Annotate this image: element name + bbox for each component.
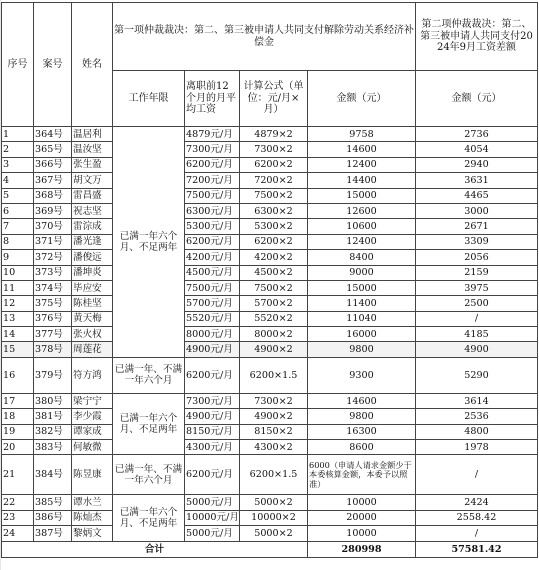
row-formula: 5300×2 xyxy=(240,219,308,234)
row-case-number: 384号 xyxy=(34,455,72,495)
row-case-number: 373号 xyxy=(34,265,72,280)
row-formula: 6200×1.5 xyxy=(240,357,308,393)
row-index: 5 xyxy=(2,188,34,203)
row-avg-wage: 5000元/月 xyxy=(185,526,240,541)
header-case-number: 案号 xyxy=(34,3,72,127)
row-name: 张生盈 xyxy=(72,157,113,172)
row-case-number: 375号 xyxy=(34,296,72,311)
header-index: 序号 xyxy=(2,3,34,127)
header-avg-wage: 离职前12个月的月平均工资 xyxy=(185,71,240,127)
row-formula: 5700×2 xyxy=(240,296,308,311)
row-case-number: 372号 xyxy=(34,250,72,265)
table-row xyxy=(2,393,538,408)
row-name: 陈灿杰 xyxy=(72,510,113,525)
row-wage-diff: 2558.42 xyxy=(416,510,538,525)
row-amount: 15000 xyxy=(308,280,416,295)
row-wage-diff: 4054 xyxy=(416,142,538,157)
row-avg-wage: 5000元/月 xyxy=(185,495,240,510)
row-name: 雷淙成 xyxy=(72,219,113,234)
row-amount: 10000 xyxy=(308,495,416,510)
row-name: 胡文万 xyxy=(72,173,113,188)
row-index: 8 xyxy=(2,234,34,249)
table-row xyxy=(2,250,538,265)
row-amount: 9800 xyxy=(308,342,416,357)
row-avg-wage: 6200元/月 xyxy=(185,455,240,495)
row-name: 祝志坚 xyxy=(72,203,113,218)
row-work-years: 已满一年六个月、不足两年 xyxy=(113,495,185,541)
row-case-number: 369号 xyxy=(34,203,72,218)
row-index: 23 xyxy=(2,510,34,525)
table-row xyxy=(2,510,538,525)
row-index: 9 xyxy=(2,250,34,265)
row-amount: 14600 xyxy=(308,393,416,408)
table-row xyxy=(2,157,538,172)
header-formula: 计算公式（单位：元/月×月） xyxy=(240,71,308,127)
row-index: 21 xyxy=(2,455,34,495)
row-avg-wage: 6200元/月 xyxy=(185,234,240,249)
row-formula: 6200×2 xyxy=(240,234,308,249)
row-name: 谭水兰 xyxy=(72,495,113,510)
row-amount: 9300 xyxy=(308,357,416,393)
row-amount: 15000 xyxy=(308,188,416,203)
row-avg-wage: 6200元/月 xyxy=(185,357,240,393)
compensation-table xyxy=(1,2,538,558)
total-label: 合计 xyxy=(2,541,308,557)
row-case-number: 376号 xyxy=(34,311,72,326)
row-name: 周莲花 xyxy=(72,342,113,357)
row-case-number: 385号 xyxy=(34,495,72,510)
row-amount: 10000 xyxy=(308,526,416,541)
header-group1-title: 第一项仲裁裁决：第二、第三被申请人共同支付解除劳动关系经济补偿金 xyxy=(113,3,416,71)
row-case-number: 365号 xyxy=(34,142,72,157)
row-formula: 4300×2 xyxy=(240,440,308,455)
table-row xyxy=(2,188,538,203)
row-index: 1 xyxy=(2,127,34,142)
table-row xyxy=(2,219,538,234)
row-name: 雷昌盛 xyxy=(72,188,113,203)
row-wage-diff: 4900 xyxy=(416,342,538,357)
row-wage-diff: 3975 xyxy=(416,280,538,295)
row-formula: 5000×2 xyxy=(240,495,308,510)
row-formula: 7500×2 xyxy=(240,280,308,295)
row-amount: 8600 xyxy=(308,440,416,455)
row-name: 梁宁宁 xyxy=(72,393,113,408)
table-row xyxy=(2,342,538,357)
row-avg-wage: 6300元/月 xyxy=(185,203,240,218)
row-amount: 16000 xyxy=(308,327,416,342)
row-index: 3 xyxy=(2,157,34,172)
row-wage-diff: 2159 xyxy=(416,265,538,280)
row-name: 张火权 xyxy=(72,327,113,342)
row-index: 6 xyxy=(2,203,34,218)
table-row xyxy=(2,327,538,342)
row-amount: 8400 xyxy=(308,250,416,265)
table-row xyxy=(2,280,538,295)
row-avg-wage: 8150元/月 xyxy=(185,424,240,439)
table-row xyxy=(2,127,538,142)
header-work-years: 工作年限 xyxy=(113,71,185,127)
row-name: 温居利 xyxy=(72,127,113,142)
table-row xyxy=(2,455,538,495)
row-case-number: 386号 xyxy=(34,510,72,525)
row-avg-wage: 7500元/月 xyxy=(185,188,240,203)
total-row xyxy=(2,541,538,557)
row-wage-diff: 3309 xyxy=(416,234,538,249)
row-amount: 9758 xyxy=(308,127,416,142)
row-index: 12 xyxy=(2,296,34,311)
row-formula: 7300×2 xyxy=(240,393,308,408)
row-index: 18 xyxy=(2,409,34,424)
row-formula: 6200×2 xyxy=(240,157,308,172)
row-avg-wage: 4500元/月 xyxy=(185,265,240,280)
row-case-number: 370号 xyxy=(34,219,72,234)
row-case-number: 378号 xyxy=(34,342,72,357)
table-row xyxy=(2,173,538,188)
row-amount: 12400 xyxy=(308,234,416,249)
table-row xyxy=(2,296,538,311)
row-formula: 4900×2 xyxy=(240,409,308,424)
row-case-number: 368号 xyxy=(34,188,72,203)
row-index: 13 xyxy=(2,311,34,326)
row-formula: 6200×1.5 xyxy=(240,455,308,495)
row-wage-diff: / xyxy=(416,455,538,495)
row-wage-diff: 4800 xyxy=(416,424,538,439)
table-row xyxy=(2,495,538,510)
row-name: 潘俊远 xyxy=(72,250,113,265)
row-case-number: 364号 xyxy=(34,127,72,142)
row-wage-diff: 2056 xyxy=(416,250,538,265)
row-formula: 4900×2 xyxy=(240,342,308,357)
row-index: 2 xyxy=(2,142,34,157)
row-index: 14 xyxy=(2,327,34,342)
row-case-number: 367号 xyxy=(34,173,72,188)
row-index: 15 xyxy=(2,342,34,357)
row-formula: 8000×2 xyxy=(240,327,308,342)
row-amount: 10600 xyxy=(308,219,416,234)
row-avg-wage: 6200元/月 xyxy=(185,157,240,172)
row-formula: 6300×2 xyxy=(240,203,308,218)
row-work-years: 已满一年六个月、不足两年 xyxy=(113,393,185,455)
row-amount: 11040 xyxy=(308,311,416,326)
table-row xyxy=(2,440,538,455)
row-name: 温汝坚 xyxy=(72,142,113,157)
row-amount: 9800 xyxy=(308,409,416,424)
row-amount: 12400 xyxy=(308,157,416,172)
row-name: 何敏微 xyxy=(72,440,113,455)
row-case-number: 379号 xyxy=(34,357,72,393)
row-index: 19 xyxy=(2,424,34,439)
table-row xyxy=(2,357,538,393)
row-wage-diff: 2940 xyxy=(416,157,538,172)
table-row xyxy=(2,424,538,439)
header-row-1 xyxy=(2,3,538,71)
row-name: 李少霞 xyxy=(72,409,113,424)
row-case-number: 366号 xyxy=(34,157,72,172)
row-case-number: 381号 xyxy=(34,409,72,424)
row-case-number: 380号 xyxy=(34,393,72,408)
row-avg-wage: 7200元/月 xyxy=(185,173,240,188)
row-amount: 14400 xyxy=(308,173,416,188)
row-formula: 7300×2 xyxy=(240,142,308,157)
row-case-number: 387号 xyxy=(34,526,72,541)
row-wage-diff: 4465 xyxy=(416,188,538,203)
table-row xyxy=(2,409,538,424)
row-formula: 8150×2 xyxy=(240,424,308,439)
row-avg-wage: 7500元/月 xyxy=(185,280,240,295)
row-name: 黄天梅 xyxy=(72,311,113,326)
header-group2-title: 第二项仲裁裁决：第二、第三被申请人共同支付2024年9月工资差额 xyxy=(416,3,538,71)
row-wage-diff: 4185 xyxy=(416,327,538,342)
row-name: 潘光逢 xyxy=(72,234,113,249)
row-name: 谭家成 xyxy=(72,424,113,439)
header-amount: 金额（元） xyxy=(308,71,416,127)
row-index: 22 xyxy=(2,495,34,510)
row-amount: 9000 xyxy=(308,265,416,280)
row-formula: 4500×2 xyxy=(240,265,308,280)
row-amount: 6000（申请人请求金额少于本委核算金额，本委予以照准） xyxy=(308,455,416,495)
row-case-number: 383号 xyxy=(34,440,72,455)
row-case-number: 371号 xyxy=(34,234,72,249)
row-formula: 4200×2 xyxy=(240,250,308,265)
row-wage-diff: 2736 xyxy=(416,127,538,142)
row-wage-diff: 3614 xyxy=(416,393,538,408)
row-avg-wage: 5700元/月 xyxy=(185,296,240,311)
row-work-years: 已满一年六个月、不足两年 xyxy=(113,127,185,358)
row-work-years: 已满一年、不满一年六个月 xyxy=(113,455,185,495)
row-formula: 4879×2 xyxy=(240,127,308,142)
row-name: 符方鸿 xyxy=(72,357,113,393)
row-avg-wage: 8000元/月 xyxy=(185,327,240,342)
row-name: 黎炳文 xyxy=(72,526,113,541)
row-amount: 20000 xyxy=(308,510,416,525)
row-formula: 7500×2 xyxy=(240,188,308,203)
row-wage-diff: 2536 xyxy=(416,409,538,424)
row-index: 24 xyxy=(2,526,34,541)
row-wage-diff: 2671 xyxy=(416,219,538,234)
table-row xyxy=(2,265,538,280)
row-amount: 14600 xyxy=(308,142,416,157)
row-case-number: 377号 xyxy=(34,327,72,342)
row-formula: 10000×2 xyxy=(240,510,308,525)
row-avg-wage: 5300元/月 xyxy=(185,219,240,234)
header-wage-diff: 金额（元） xyxy=(416,71,538,127)
table-row xyxy=(2,526,538,541)
row-formula: 5000×2 xyxy=(240,526,308,541)
row-wage-diff: 3631 xyxy=(416,173,538,188)
row-avg-wage: 5520元/月 xyxy=(185,311,240,326)
row-index: 4 xyxy=(2,173,34,188)
table-row xyxy=(2,142,538,157)
row-amount: 11400 xyxy=(308,296,416,311)
row-wage-diff: / xyxy=(416,311,538,326)
row-index: 11 xyxy=(2,280,34,295)
row-case-number: 382号 xyxy=(34,424,72,439)
row-wage-diff: 1978 xyxy=(416,440,538,455)
row-avg-wage: 7300元/月 xyxy=(185,393,240,408)
row-name: 毕应安 xyxy=(72,280,113,295)
total-wage-diff: 57581.42 xyxy=(416,541,538,557)
row-avg-wage: 7300元/月 xyxy=(185,142,240,157)
row-avg-wage: 4200元/月 xyxy=(185,250,240,265)
row-wage-diff: 2424 xyxy=(416,495,538,510)
row-work-years: 已满一年、不满一年六个月 xyxy=(113,357,185,393)
row-avg-wage: 4300元/月 xyxy=(185,440,240,455)
row-amount: 16300 xyxy=(308,424,416,439)
row-avg-wage: 4900元/月 xyxy=(185,409,240,424)
header-name: 姓名 xyxy=(72,3,113,127)
row-index: 7 xyxy=(2,219,34,234)
total-amount: 280998 xyxy=(308,541,416,557)
row-index: 20 xyxy=(2,440,34,455)
row-formula: 7200×2 xyxy=(240,173,308,188)
row-avg-wage: 10000元/月 xyxy=(185,510,240,525)
row-name: 潘坤炎 xyxy=(72,265,113,280)
row-wage-diff: 2500 xyxy=(416,296,538,311)
table-row xyxy=(2,311,538,326)
table-row xyxy=(2,203,538,218)
row-name: 陈昱康 xyxy=(72,455,113,495)
row-index: 10 xyxy=(2,265,34,280)
row-avg-wage: 4879元/月 xyxy=(185,127,240,142)
row-amount: 12600 xyxy=(308,203,416,218)
row-avg-wage: 4900元/月 xyxy=(185,342,240,357)
row-index: 16 xyxy=(2,357,34,393)
row-wage-diff: 3000 xyxy=(416,203,538,218)
row-case-number: 374号 xyxy=(34,280,72,295)
row-wage-diff: / xyxy=(416,526,538,541)
row-wage-diff: 5290 xyxy=(416,357,538,393)
table-row xyxy=(2,234,538,249)
row-formula: 5520×2 xyxy=(240,311,308,326)
row-name: 陈桂坚 xyxy=(72,296,113,311)
row-index: 17 xyxy=(2,393,34,408)
